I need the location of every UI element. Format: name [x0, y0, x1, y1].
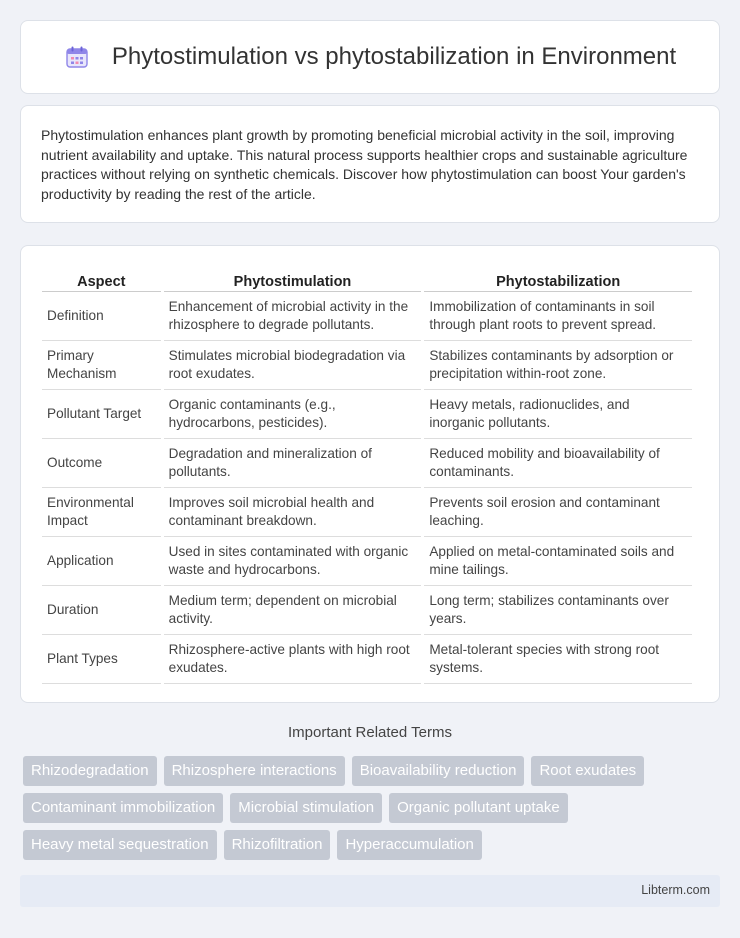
intro-paragraph: Phytostimulation enhances plant growth by promoting beneficial microbial activity in the soil, improving nutrient availability and uptake. This natural process supports healthier crops and sustainable agriculture practices without relying on synthetic chemicals. Discover how phytostimulation can boost Your garden's productivity by reading the rest of the article. — [41, 127, 688, 202]
tag-organic-pollutant-uptake[interactable]: Organic pollutant uptake — [389, 793, 568, 823]
aspect-cell: Application — [42, 537, 161, 586]
header-aspect: Aspect — [42, 266, 161, 292]
aspect-cell: Definition — [42, 292, 161, 341]
page-title: Phytostimulation vs phytostabilization in Environment — [111, 43, 677, 70]
aspect-cell: Plant Types — [42, 635, 161, 684]
table-header-row — [42, 266, 692, 292]
tag-rhizofiltration[interactable]: Rhizofiltration — [224, 830, 331, 860]
tag-heavy-metal-sequestration[interactable]: Heavy metal sequestration — [23, 830, 217, 860]
phytostimulation-cell: Improves soil microbial health and contaminant breakdown. — [164, 488, 422, 537]
aspect-cell: Outcome — [42, 439, 161, 488]
aspect-cell: Primary Mechanism — [42, 341, 161, 390]
comparison-card — [20, 245, 720, 703]
tag-row — [23, 830, 713, 860]
table-row — [42, 292, 692, 341]
tag-hyperaccumulation[interactable]: Hyperaccumulation — [337, 830, 481, 860]
footer-brand-link[interactable]: Libterm.com — [641, 883, 710, 897]
phytostabilization-cell: Metal-tolerant species with strong root systems. — [424, 635, 692, 684]
related-terms-list — [23, 756, 713, 867]
table-row — [42, 341, 692, 390]
phytostabilization-cell: Prevents soil erosion and contaminant leaching. — [424, 488, 692, 537]
tag-row — [23, 756, 713, 786]
tag-row — [23, 793, 713, 823]
tag-microbial-stimulation[interactable]: Microbial stimulation — [230, 793, 382, 823]
tag-root-exudates[interactable]: Root exudates — [531, 756, 644, 786]
phytostimulation-cell: Degradation and mineralization of pollutants. — [164, 439, 422, 488]
title-card — [20, 20, 720, 94]
phytostimulation-cell: Enhancement of microbial activity in the rhizosphere to degrade pollutants. — [164, 292, 422, 341]
aspect-cell: Environmental Impact — [42, 488, 161, 537]
phytostabilization-cell: Long term; stabilizes contaminants over years. — [424, 586, 692, 635]
tag-contaminant-immobilization[interactable]: Contaminant immobilization — [23, 793, 223, 823]
phytostabilization-cell: Immobilization of contaminants in soil through plant roots to prevent spread. — [424, 292, 692, 341]
phytostimulation-cell: Rhizosphere-active plants with high root exudates. — [164, 635, 422, 684]
table-row — [42, 586, 692, 635]
intro-card — [20, 105, 720, 223]
phytostabilization-cell: Stabilizes contaminants by adsorption or precipitation within-root zone. — [424, 341, 692, 390]
header-phytostimulation: Phytostimulation — [164, 266, 422, 292]
footer — [20, 875, 720, 907]
table-row — [42, 488, 692, 537]
table-row — [42, 439, 692, 488]
related-terms-title: Important Related Terms — [288, 724, 452, 741]
calendar-icon — [64, 44, 90, 70]
phytostimulation-cell: Medium term; dependent on microbial activity. — [164, 586, 422, 635]
phytostimulation-cell: Organic contaminants (e.g., hydrocarbons, pesticides). — [164, 390, 422, 439]
phytostabilization-cell: Applied on metal-contaminated soils and mine tailings. — [424, 537, 692, 586]
tag-rhizosphere-interactions[interactable]: Rhizosphere interactions — [164, 756, 345, 786]
tag-bioavailability-reduction[interactable]: Bioavailability reduction — [352, 756, 525, 786]
tag-rhizodegradation[interactable]: Rhizodegradation — [23, 756, 157, 786]
header-phytostabilization: Phytostabilization — [424, 266, 692, 292]
table-row — [42, 635, 692, 684]
aspect-cell: Duration — [42, 586, 161, 635]
aspect-cell: Pollutant Target — [42, 390, 161, 439]
comparison-table — [39, 266, 695, 684]
phytostimulation-cell: Stimulates microbial biodegradation via root exudates. — [164, 341, 422, 390]
phytostabilization-cell: Heavy metals, radionuclides, and inorganic pollutants. — [424, 390, 692, 439]
phytostabilization-cell: Reduced mobility and bioavailability of contaminants. — [424, 439, 692, 488]
table-row — [42, 390, 692, 439]
table-row — [42, 537, 692, 586]
phytostimulation-cell: Used in sites contaminated with organic waste and hydrocarbons. — [164, 537, 422, 586]
